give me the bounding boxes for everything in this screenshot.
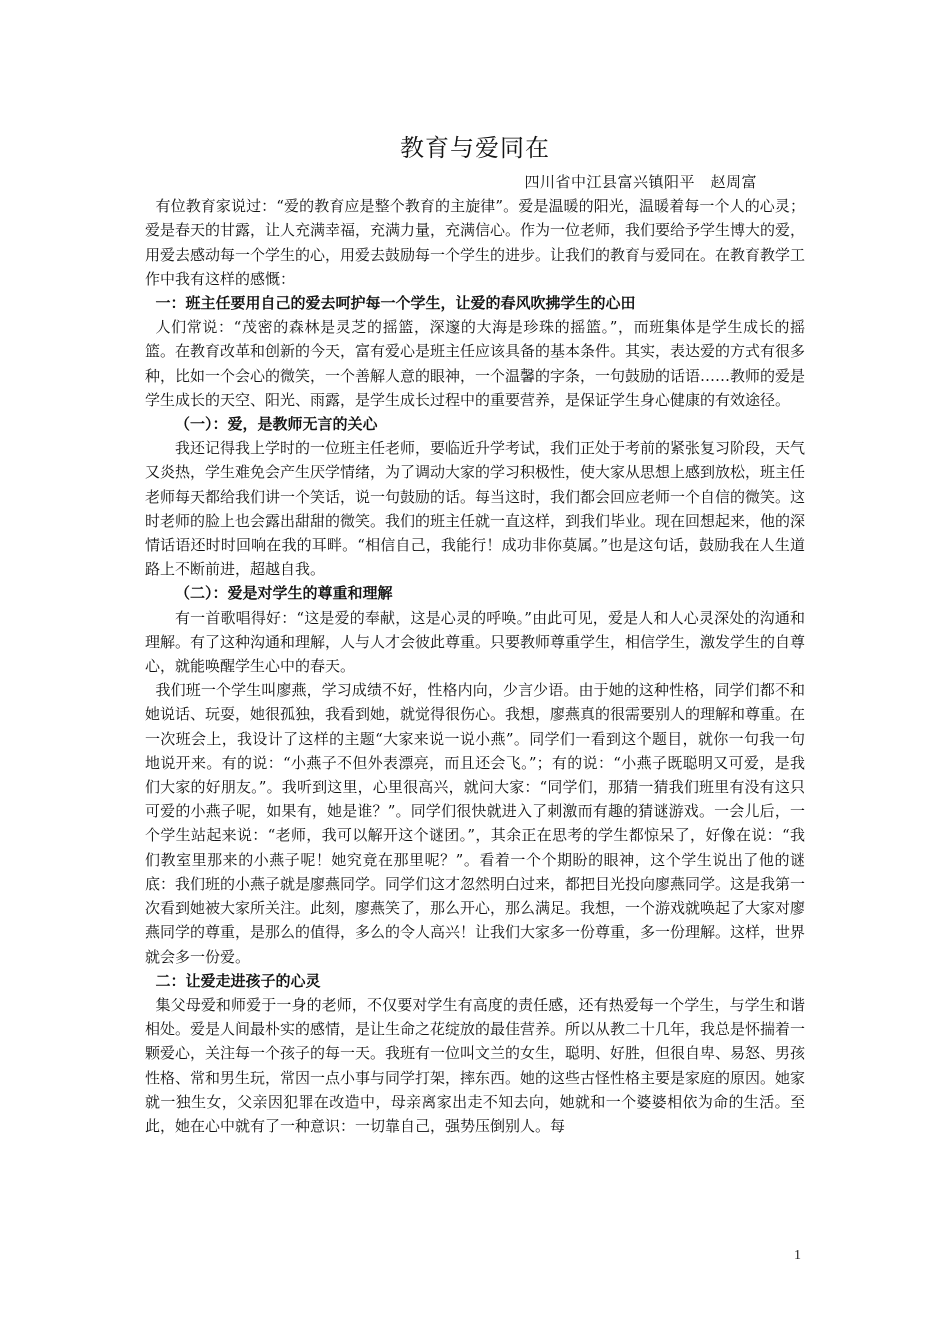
body-paragraph: 集父母爱和师爱于一身的老师，不仅要对学生有高度的责任感，还有热爱每一个学生，与学生和谐相处。爱是人间最朴实的感情，是让生命之花绽放的最佳营养。所以从教二十几年，我总是怀揣着一颗爱心，关注每一个孩子的每一天。我班有一位叫文兰的女生，聪明、好胜，但很自卑、易怒、男孩性格、常和男生玩，常因一点小事与同学打架，摔东西。她的这些古怪性格主要是家庭的原因。她家就一独生女，父亲因犯罪在改造中，母亲离家出走不知去向，她就和一个婆婆相依为命的生活。至此，她在心中就有了一种意识：一切靠自己，强势压倒别人。每 [145,995,806,1135]
section-heading-2: 二：让爱走进孩子的心灵 [155,971,321,990]
body-paragraph: 我还记得我上学时的一位班主任老师，要临近升学考试，我们正处于考前的紧张复习阶段，天气又炎热，学生难免会产生厌学情绪，为了调动大家的学习积极性，使大家从思想上感到放松，班主任老师每天都给我们讲一个笑话，说一句鼓励的话。每当这时，我们都会回应老师一个自信的微笑。这时老师的脸上也会露出甜甜的微笑。我们的班主任就一直这样，到我们毕业。现在回想起来，他的深情话语还时时回响在我的耳畔。“相信自己，我能行！成功非你莫属。”也是这句话，鼓励我在人生道路上不断前进，超越自我。 [145,439,806,579]
body-paragraph: 我们班一个学生叫廖燕，学习成绩不好，性格内向，少言少语。由于她的这种性格，同学们都不和她说话、玩耍，她很孤独，我看到她，就觉得很伤心。我想，廖燕真的很需要别人的理解和尊重。在一次班会上，我设计了这样的主题“大家来说一说小燕”。同学们一看到这个题目，就你一句我一句地说开来。有的说：“小燕子不但外表漂亮，而且还会飞。”；有的说：“小燕子既聪明又可爱，是我们大家的好朋友。”。我听到这里，心里很高兴，就问大家：“同学们，那猜一猜我们班里有没有这只可爱的小燕子呢，如果有，她是谁？”。同学们很快就进入了刺激而有趣的猜谜游戏。一会儿后，一个学生站起来说：“老师，我可以解开这个谜团。”，其余正在思考的学生都惊呆了，好像在说：“我们教室里那来的小燕子呢！她究竟在那里呢？”。看着一个个期盼的眼神，这个学生说出了他的谜底：我们班的小燕子就是廖燕同学。同学们这才忽然明白过来，都把目光投向廖燕同学。这是我第一次看到她被大家所关注。此刻，廖燕笑了，那么开心，那么满足。我想，一个游戏就唤起了大家对廖燕同学的尊重，是那么的值得，多么的令人高兴！让我们大家多一份尊重，多一份理解。这样，世界就会多一份爱。 [145,681,806,966]
body-paragraph: 有一首歌唱得好：“这是爱的奉献，这是心灵的呼唤。”由此可见，爱是人和人心灵深处的沟通和理解。有了这种沟通和理解，人与人才会彼此尊重。只要教师尊重学生，相信学生，激发学生的自尊心，就能唤醒学生心中的春天。 [145,608,806,676]
subsection-heading-1: （一）：爱，是教师无言的关心 [175,415,378,434]
section-heading-1: 一：班主任要用自己的爱去呵护每一个学生，让爱的春风吹拂学生的心田 [155,294,636,313]
subsection-heading-2: （二）：爱是对学生的尊重和理解 [175,584,393,603]
author-line: 四川省中江县富兴镇阳平 赵周富 [524,173,757,191]
body-paragraph: 人们常说：“茂密的森林是灵芝的摇篮，深邃的大海是珍珠的摇篮。”，而班集体是学生成长的摇篮。在教育改革和创新的今天，富有爱心是班主任应该具备的基本条件。其实，表达爱的方式有很多种，比如一个会心的微笑，一个善解人意的眼神，一个温馨的字条，一句鼓励的话语……教师的爱是学生成长的天空、阳光、雨露，是学生成长过程中的重要营养，是保证学生身心健康的有效途径。 [145,318,806,409]
document-body [145,130,805,1138]
page-number: 1 [794,1248,801,1263]
intro-paragraph: 有位教育家说过：“爱的教育应是整个教育的主旋律”。爱是温暖的阳光，温暖着每一个人的心灵；爱是春天的甘露，让人充满幸福，充满力量，充满信心。作为一位老师，我们要给予学生博大的爱，用爱去感动每一个学生的心，用爱去鼓励每一个学生的进步。让我们的教育与爱同在。在教育教学工作中我有这样的感慨： [145,197,806,288]
document-title: 教育与爱同在 [400,134,550,162]
